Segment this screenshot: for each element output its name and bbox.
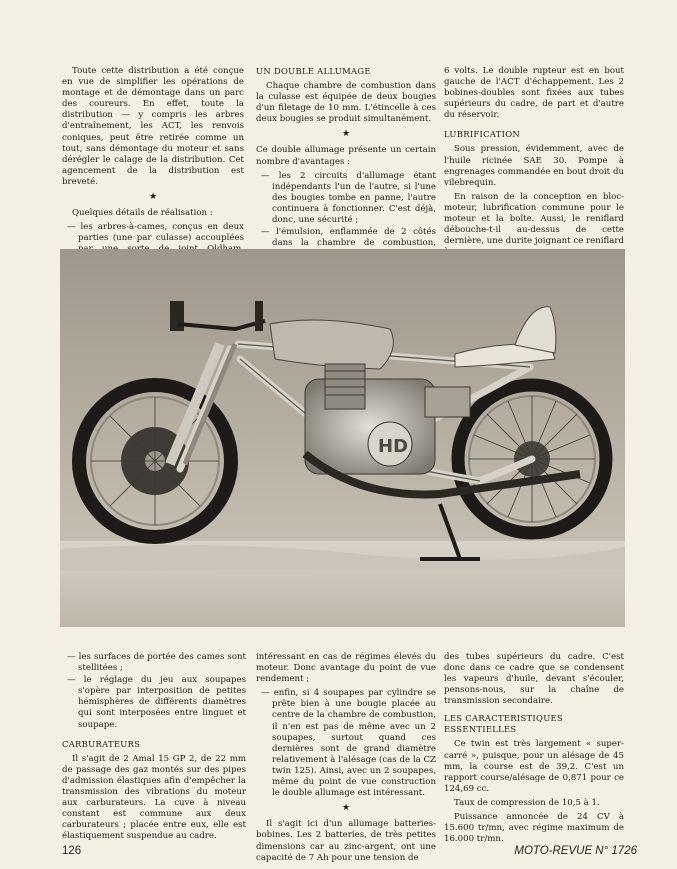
column-3-top (444, 66, 624, 247)
details-list-continued (62, 652, 246, 731)
advantages-list (256, 171, 436, 261)
section-heading-double-allumage: UN DOUBLE ALLUMAGE (256, 66, 371, 76)
section-star: ★ (148, 192, 158, 203)
column-2-bottom (256, 652, 437, 863)
paragraph: Taux de compression de 10,5 à 1. (454, 797, 600, 808)
list-item: — l'émulsion, enflammée de 2 côtés dans la chambre de combustion, (256, 227, 436, 260)
paragraph: Sous pression, évidemment, avec de l'huile ricinée SAE 30. Pompe à engrenages commandée en bout droit du vilebrequin. (444, 144, 624, 188)
paragraph: Ce twin est très largement « super-carré », puisque, pour un alésage de 45 mm, la course est de 39,2. C'est un rapport course/alésage de 0,871 pour ce 124,69 cc. (444, 739, 624, 794)
paragraph: Chaque chambre de combustion dans la culasse est équipée de deux bougies d'un filetage de 10 mm. L'étincelle à ces deux bougies se produit simultanément. (256, 81, 436, 125)
paragraph: En raison de la conception en bloc-moteur, lubrification commune pour le moteur et la boîte. Aussi, le reniflard débouche-t-il au-dessus de cette dernière, une durite joignant ce reniflard (444, 191, 624, 247)
paragraph: 6 volts. Le double rupteur est en bout gauche de l'ACT d'échappement. Les 2 bobines-doubles sont fixées aux tubes supérieurs du cadre, de part et d'autre du réservoir. (444, 66, 624, 121)
list-item: — les arbres-à-cames, conçus en deux parties (une par culasse) accouplées (62, 222, 244, 266)
motorcycle-photo (60, 249, 625, 627)
fuel-tank (270, 320, 393, 369)
section-heading-lubrification: LUBRIFICATION (444, 129, 521, 140)
list-item: — les 2 circuits d'allumage étant indépendants l'un de l'autre, si l'une des bougies tombe en panne, l'autre continuera à fonctionner. C'est déjà, donc, une sécurité ; (256, 171, 436, 226)
paragraph: Ce double allumage présente un certain nombre d'avantages : (256, 145, 436, 167)
intro-paragraph: Toute cette distribution a été conçue en vue de simplifier les opérations de montage et de démontage dans un parc des coureurs. En effet, toute la distribution — y compris les arbres d'entraînement, les ACT, les renvois coniques, peut être retirée comme un tout, sans démontage du moteur et sans dérégler le calage de la distribution. Cet agencement de la distribution est breveté. (62, 66, 244, 187)
magazine-issue: MOTO-REVUE N° 1726 (514, 845, 637, 857)
column-2-top (256, 66, 437, 249)
list-item: — le réglage du jeu aux soupapes s'opère par interposition de petites hémisphères de différents diamètres qui sont interposées entre linguet et soupape. (62, 675, 246, 730)
paragraph: Puissance annoncée de 24 CV à 15.600 tr/mn, avec régime maximum de 16.000 tr/mn. (444, 812, 624, 845)
section-heading-carburateurs: CARBURATEURS (62, 738, 141, 749)
column-3-bottom (444, 652, 624, 845)
motorcycle-illustration (60, 249, 625, 627)
paragraph: des tubes supérieurs du cadre. C'est donc dans ce cadre que se condensent les vapeurs d'huile, devant s'écouler, pensons-nous, sur la chaîne de transmission secondaire. (444, 652, 624, 707)
column-1-top (62, 66, 244, 244)
advantages-list-continued (256, 688, 436, 799)
svg-text:HD: HD (378, 436, 409, 457)
details-heading: Quelques détails de réalisation : (72, 208, 213, 219)
page-number: 126 (62, 845, 82, 857)
section-heading-caracteristiques: LES CARACTERISTIQUES ESSENTIELLES (444, 713, 564, 735)
list-item: — les surfaces de portée des cames sont stellitées ; (62, 652, 246, 674)
list-item: — enfin, si 4 soupapes par cylindre se prête bien à une bougie placée au centre de la chambre de combustion, il n'en est pas de même avec un 2 soupapes, surtout quand ces dernières sont de grand diamètre relativement à l'alésage (cas de la CZ twin 125). Ainsi, avec un 2 soupapes, même du point de vue construction le double allumage est intéressant. (256, 688, 436, 799)
section-star: ★ (341, 803, 351, 814)
section-star: ★ (341, 129, 351, 140)
paragraph: Il s'agit de 2 Amal 15 GP 2, de 22 mm de passage des gaz montés sur des pipes d'admission élastiques afin d'empêcher la transmission des vibrations du moteur aux carburateurs. La cuve à niveau constant est commune aux deux carburateurs ; placée entre eux, elle est élastiquement suspendue au cadre. (62, 753, 246, 842)
paragraph: intéressant en cas de régimes élevés du moteur. Donc avantage du point de vue rendement ; (256, 652, 436, 685)
column-1-bottom (62, 652, 247, 842)
paragraph: Il s'agit ici d'un allumage batteries-bobines. Les 2 batteries, de très petites dimensions car au zinc-argent, ont une capacité de 7 Ah pour une tension de (256, 819, 436, 863)
